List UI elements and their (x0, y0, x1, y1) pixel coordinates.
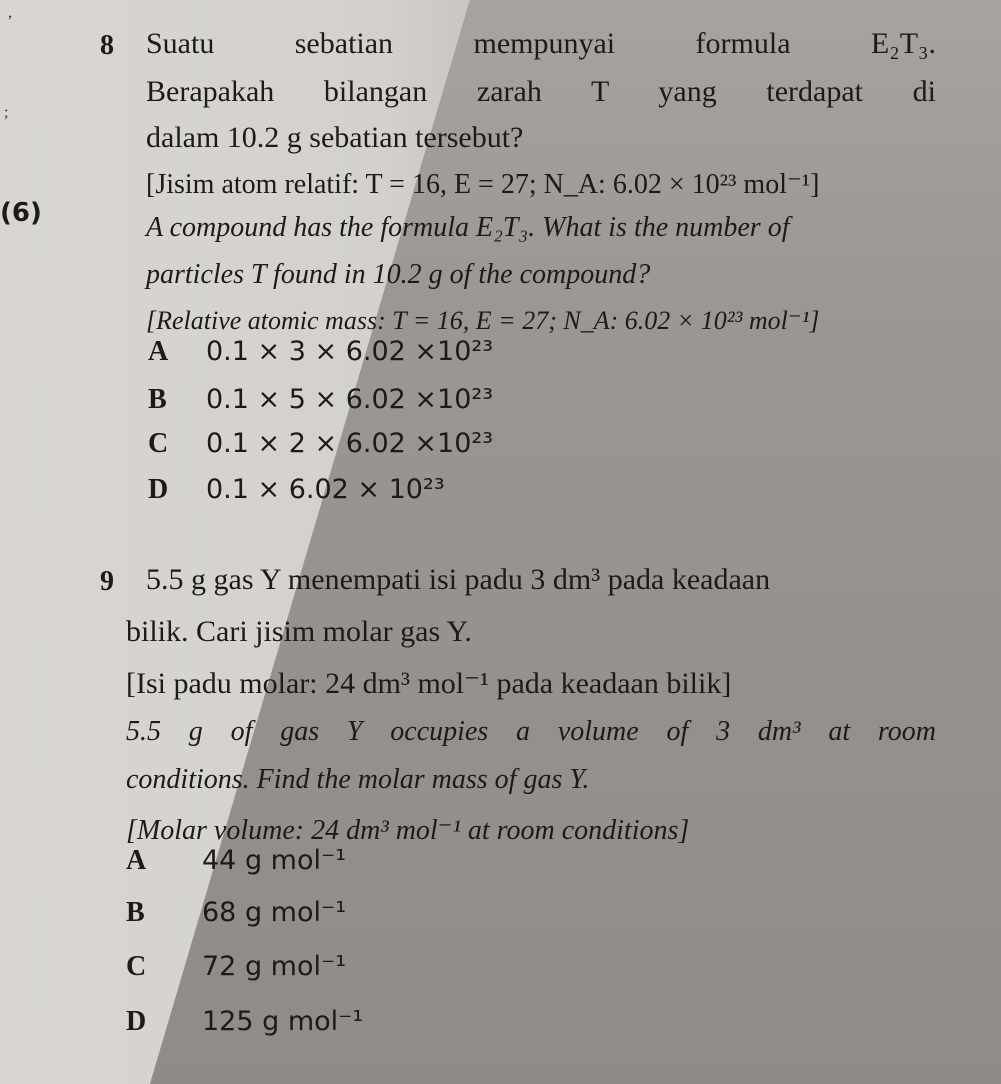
option-letter: C (148, 428, 169, 459)
question-data-en: [Molar volume: 24 dm³ mol⁻¹ at room conditions] (126, 815, 690, 846)
option-letter: A (148, 336, 169, 367)
question-text-bm-line: bilik. Cari jisim molar gas Y. (126, 615, 472, 648)
option-text: 0.1 × 6.02 × 10²³ (206, 474, 445, 505)
option-letter: D (148, 474, 169, 505)
option-letter: B (148, 384, 167, 415)
margin-question-mark: (6) (0, 198, 42, 228)
option-text: 44 g mol⁻¹ (202, 845, 347, 876)
question-text-bm-line: dalam 10.2 g sebatian tersebut? (146, 121, 524, 154)
option-text: 68 g mol⁻¹ (202, 897, 347, 928)
margin-speck: , (8, 4, 12, 21)
option-text: 125 g mol⁻¹ (202, 1006, 364, 1037)
question-text-en-line: A compound has the formula E₂T₃. What is the number of (146, 212, 790, 243)
question-number: 8 (100, 30, 114, 61)
question-text-en-line: particles T found in 10.2 g of the compound? (146, 259, 651, 290)
question-text-bm-line: 5.5 g gas Y menempati isi padu 3 dm³ pada keadaan (146, 563, 771, 596)
option-letter: B (126, 897, 145, 928)
margin-speck: ; (4, 104, 9, 121)
question-data-bm: [Jisim atom relatif: T = 16, E = 27; N_A: 6.02 × 10²³ mol⁻¹] (146, 169, 820, 200)
option-letter: A (126, 845, 147, 876)
question-text-bm-line: Berapakah bilangan zarah T yang terdapat di (146, 75, 936, 108)
option-letter: C (126, 951, 147, 982)
question-text-bm-line: Suatu sebatian mempunyai formula E₂T₃. (146, 27, 936, 60)
option-text: 0.1 × 3 × 6.02 ×10²³ (206, 336, 494, 367)
option-text: 0.1 × 2 × 6.02 ×10²³ (206, 428, 494, 459)
option-text: 72 g mol⁻¹ (202, 951, 347, 982)
question-text-en-line: 5.5 g of gas Y occupies a volume of 3 dm³ at room (126, 716, 936, 747)
question-data-en: [Relative atomic mass: T = 16, E = 27; N_A: 6.02 × 10²³ mol⁻¹] (146, 306, 820, 335)
option-letter: D (126, 1006, 147, 1037)
question-number: 9 (100, 566, 114, 597)
question-text-en-line: conditions. Find the molar mass of gas Y. (126, 764, 590, 795)
question-data-bm: [Isi padu molar: 24 dm³ mol⁻¹ pada keadaan bilik] (126, 667, 732, 700)
option-text: 0.1 × 5 × 6.02 ×10²³ (206, 384, 494, 415)
